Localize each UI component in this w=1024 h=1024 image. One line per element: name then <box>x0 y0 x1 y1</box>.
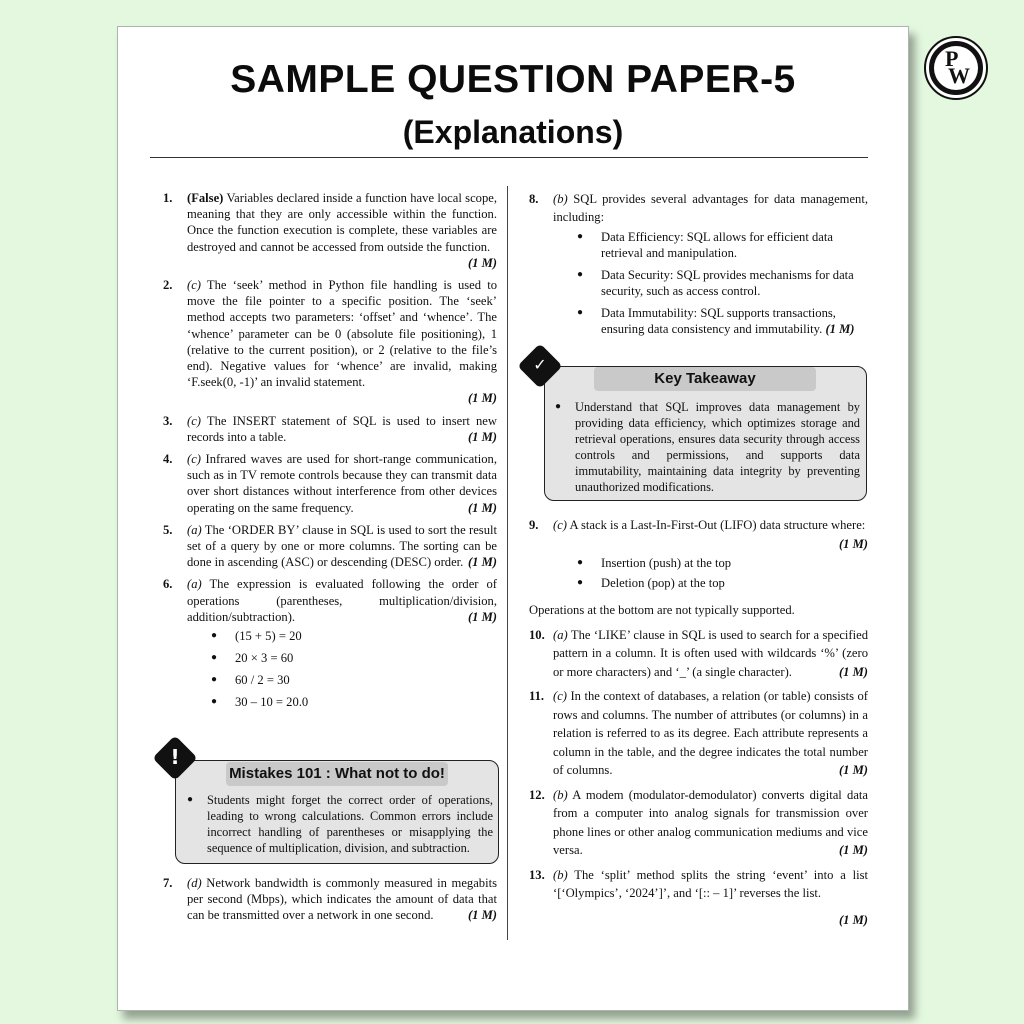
answer-text: Infrared waves are used for short-range communication, such as in TV remote controls because they can transmit data over short distances without interference from other devices operating on the same frequency. <box>187 452 497 515</box>
answer-marks: (1 M) <box>467 255 497 270</box>
answer-text: The expression is evaluated following the order of operations (parentheses, multiplication/division, addition/subtraction). <box>187 577 497 624</box>
answer-marks: (1 M) <box>825 322 855 336</box>
answer-text: The ‘LIKE’ clause in SQL is used to search for a specified pattern in a column. It is often used with wildcards ‘%’ (zero or more characters) and ‘_’ (a single character). <box>553 627 868 679</box>
answer-option: (a) <box>187 577 202 592</box>
answer-text: In the context of databases, a relation (or table) consists of rows and columns. The number of attributes (or columns) in a relation is referred to as its degree. Each attribute represents a column in the table, and the degree indicates the total number of columns. <box>553 689 868 777</box>
key-takeaway-text: ● Understand that SQL improves data management by providing data efficiency, which optimizes storage and retrieval operations, ensures data security through access controls and permissions, and supports data immutability, maintaining data integrity by preventing unauthorized modifications. <box>575 399 860 495</box>
list-item: ● 60 / 2 = 30 <box>187 672 497 688</box>
answer-1 <box>163 190 497 271</box>
answer-text: The ‘seek’ method in Python file handling is used to move the file pointer to a specific position. The ‘seek’ method accepts two parameters: ‘offset’ and ‘whence’. The ‘whence’ parameter can be 0 (absolute file positioning), 1 (relative to the current position), or 2 (relative to the file’s end). Negative values for ‘whence’ are invalid, making ‘F.seek(0, -1)’ an invalid statement. <box>187 278 497 390</box>
mistakes-text: ● Students might forget the correct order of operations, leading to wrong calculations. Common errors include incorrect handling of parentheses or misapplying the sequence of multiplication, division, and subtraction. <box>207 792 493 856</box>
answer-marks: (1 M) <box>467 500 497 515</box>
title-rule <box>150 157 868 158</box>
logo-letter-w: W <box>948 63 970 88</box>
answer-marks: (1 M) <box>838 912 868 927</box>
list-item: ● 20 × 3 = 60 <box>187 650 497 666</box>
answer-text: The INSERT statement of SQL is used to insert new records into a table. <box>187 413 497 444</box>
right-column <box>529 190 868 343</box>
answer-number: 5. <box>163 522 173 537</box>
answer-number: 9. <box>529 518 539 532</box>
answer-number: 8. <box>529 192 539 206</box>
answer-number: 12. <box>529 787 545 802</box>
answer-text: The ‘ORDER BY’ clause in SQL is used to sort the result set of a query by one or more columns. The sorting can be done in ascending (ASC) or descending (DESC) order. <box>187 522 497 570</box>
answer-number: 6. <box>163 577 173 592</box>
list-item: ● 30 – 10 = 20.0 <box>187 694 497 710</box>
answer-number: 1. <box>163 191 173 205</box>
answer-marks: (1 M) <box>838 763 868 777</box>
list-item: ● Data Security: SQL provides mechanisms for data security, such as access control. <box>553 267 868 299</box>
answer-option: (a) <box>187 522 202 537</box>
answer-marks: (1 M) <box>838 536 868 551</box>
page-subtitle: (Explanations) <box>402 114 624 150</box>
logo-letter-p: P <box>945 46 959 71</box>
answer-9-note: Operations at the bottom are not typically supported. <box>529 603 795 617</box>
answer-marks: (1 M) <box>467 908 497 923</box>
answer-option: (c) <box>553 518 567 532</box>
list-item: ● (15 + 5) = 20 <box>187 628 497 644</box>
column-divider <box>507 186 508 940</box>
answer-4 <box>163 451 497 516</box>
sql-advantages-list <box>553 229 868 337</box>
answer-option: (c) <box>553 689 567 703</box>
left-column-bottom <box>163 875 497 930</box>
answer-8 <box>529 190 868 337</box>
answer-text: Variables declared inside a function have local scope, meaning that they are only accessible within the function. Once the function execution is complete, these variables are destroyed and cannot be accessed from outside the function. <box>187 191 497 254</box>
answer-number: 10. <box>529 627 545 642</box>
answer-marks: (1 M) <box>467 429 497 444</box>
answer-number: 11. <box>529 689 545 703</box>
answer-marks: (1 M) <box>838 664 868 679</box>
right-column-bottom <box>529 516 868 935</box>
answer-option: (c) <box>187 278 201 293</box>
mistakes-label: Mistakes 101 : What not to do! <box>226 762 448 786</box>
pw-logo-icon <box>926 38 986 98</box>
answer-text: The ‘split’ method splits the string ‘event’ into a list ‘[‘Olympics’, ‘2024’]’, and ‘[:: – 1]’ reverses the list. <box>553 867 868 900</box>
answer-text: A stack is a Last-In-First-Out (LIFO) data structure where: <box>566 518 866 532</box>
answer-5 <box>163 522 497 571</box>
answer-option: (c) <box>187 413 201 428</box>
answer-12 <box>529 786 868 860</box>
answer-option: (False) <box>187 191 224 205</box>
answer-text: A modem (modulator-demodulator) converts digital data from a computer into analog signals for transmission over phone lines or other analog communication mediums and vice versa. <box>553 787 868 857</box>
list-item <box>553 305 868 337</box>
answer-text: Network bandwidth is commonly measured in megabits per second (Mbps), which indicates the amount of data that can be transmitted over a network in one second. <box>187 876 497 923</box>
key-takeaway-label: Key Takeaway <box>594 367 816 391</box>
answer-number: 4. <box>163 452 173 467</box>
answer-option: (d) <box>187 876 202 890</box>
answer-option: (b) <box>553 867 568 882</box>
answer-option: (c) <box>187 452 201 467</box>
answer-marks: (1 M) <box>467 609 497 624</box>
answer-marks: (1 M) <box>467 555 497 570</box>
answer-11 <box>529 687 868 780</box>
checkmark-glyph: ✓ <box>533 355 547 374</box>
answer-number: 7. <box>163 876 173 890</box>
answer-number: 13. <box>529 867 545 882</box>
left-column <box>163 190 497 716</box>
answer-number: 3. <box>163 413 173 428</box>
stack-operations-list <box>553 555 868 591</box>
answer-10 <box>529 626 868 682</box>
list-item: ● Deletion (pop) at the top <box>553 575 868 591</box>
answer-6 <box>163 576 497 710</box>
warning-icon-glyph: ! <box>170 745 180 769</box>
answer-marks: (1 M) <box>838 843 868 857</box>
answer-option: (b) <box>553 787 568 802</box>
answer-option: (b) <box>553 192 568 206</box>
answer-13 <box>529 866 868 930</box>
list-item-text: Data Immutability: SQL supports transactions, ensuring data consistency and immutability. <box>601 306 836 336</box>
answer-marks: (1 M) <box>467 391 497 406</box>
list-item: ● Data Efficiency: SQL allows for efficient data retrieval and manipulation. <box>553 229 868 261</box>
answer-2 <box>163 277 497 407</box>
answer-9 <box>529 516 868 591</box>
answer-option: (a) <box>553 627 568 642</box>
answer-3 <box>163 413 497 445</box>
page-title: SAMPLE QUESTION PAPER-5 <box>230 58 796 101</box>
answer-text: SQL provides several advantages for data management, including: <box>553 192 868 224</box>
answer-number: 2. <box>163 278 173 293</box>
calculation-steps <box>187 628 497 710</box>
list-item: ● Insertion (push) at the top <box>553 555 868 571</box>
answer-7 <box>163 875 497 924</box>
